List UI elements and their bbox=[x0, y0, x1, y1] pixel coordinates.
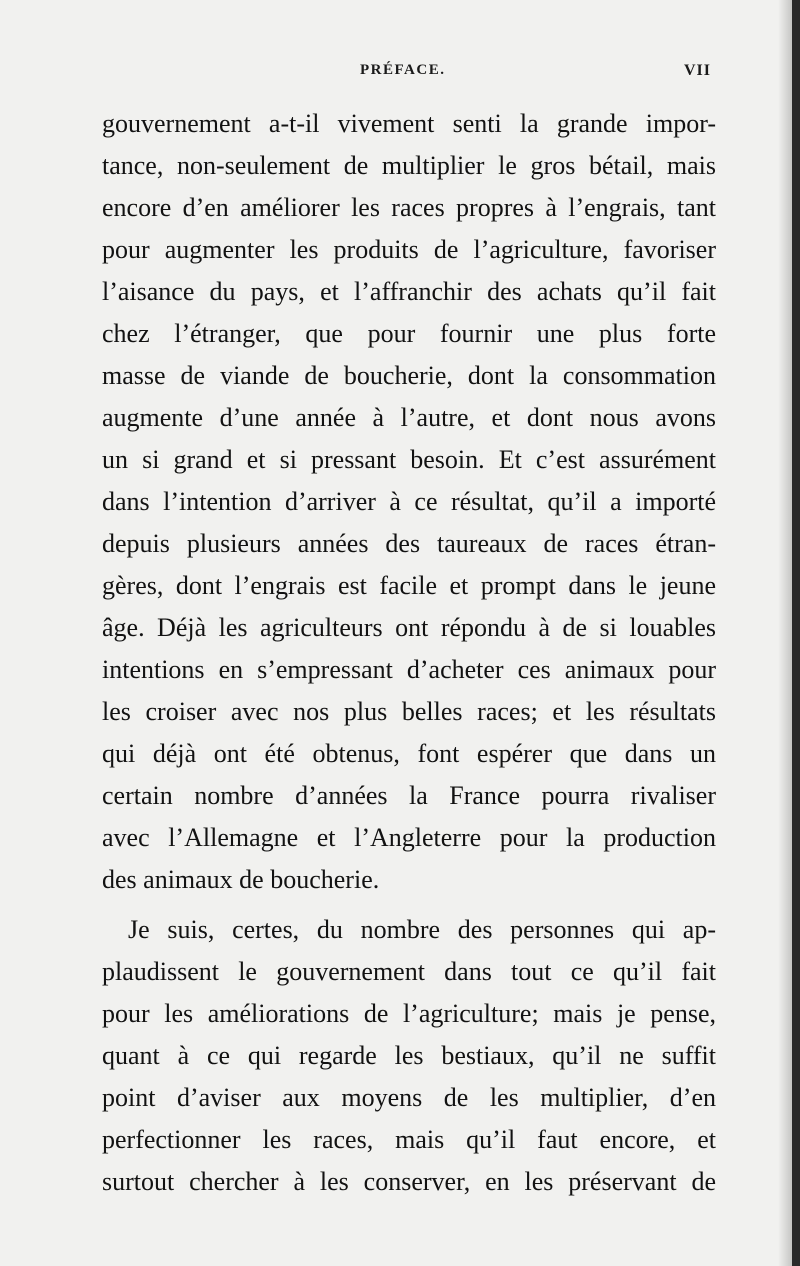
text-line: dans l’intention d’arriver à ce résultat, qu’il a importé bbox=[102, 487, 716, 516]
text-line: masse de viande de boucherie, dont la consommation bbox=[102, 361, 716, 390]
text-line: Je suis, certes, du nombre des personnes qui ap- bbox=[128, 915, 716, 944]
text-line: pour les améliorations de l’agriculture; mais je pense, bbox=[102, 999, 716, 1028]
text-line: les croiser avec nos plus belles races; et les résultats bbox=[102, 697, 716, 726]
text-line: un si grand et si pressant besoin. Et c’est assurément bbox=[102, 445, 716, 474]
running-head bbox=[0, 60, 792, 90]
text-line: des animaux de boucherie. bbox=[102, 865, 380, 894]
running-title: PRÉFACE. bbox=[360, 62, 446, 78]
text-line: certain nombre d’années la France pourra rivaliser bbox=[102, 781, 716, 810]
text-line: quant à ce qui regarde les bestiaux, qu’il ne suffit bbox=[102, 1041, 716, 1070]
text-line: gères, dont l’engrais est facile et prompt dans le jeune bbox=[102, 571, 716, 600]
text-line: point d’aviser aux moyens de les multiplier, d’en bbox=[102, 1083, 716, 1112]
text-line: qui déjà ont été obtenus, font espérer que dans un bbox=[102, 739, 716, 768]
text-line: intentions en s’empressant d’acheter ces animaux pour bbox=[102, 655, 716, 684]
text-line: âge. Déjà les agriculteurs ont répondu à de si louables bbox=[102, 613, 716, 642]
text-line: perfectionner les races, mais qu’il faut encore, et bbox=[102, 1125, 716, 1154]
text-line: gouvernement a-t-il vivement senti la grande impor- bbox=[102, 109, 716, 138]
text-line: plaudissent le gouvernement dans tout ce qu’il fait bbox=[102, 957, 716, 986]
paragraph-spacer bbox=[102, 901, 716, 909]
text-line: tance, non-seulement de multiplier le gros bétail, mais bbox=[102, 151, 716, 180]
text-line: l’aisance du pays, et l’affranchir des achats qu’il fait bbox=[102, 277, 716, 306]
paragraph-1 bbox=[102, 103, 716, 901]
text-line: encore d’en améliorer les races propres à l’engrais, tant bbox=[102, 193, 716, 222]
text-line: chez l’étranger, que pour fournir une plus forte bbox=[102, 319, 716, 348]
text-line: augmente d’une année à l’autre, et dont nous avons bbox=[102, 403, 716, 432]
body-text bbox=[102, 103, 716, 1203]
paragraph-2 bbox=[102, 909, 716, 1203]
text-line: avec l’Allemagne et l’Angleterre pour la production bbox=[102, 823, 716, 852]
text-line: surtout chercher à les conserver, en les préservant de bbox=[102, 1167, 716, 1196]
page-number: VII bbox=[684, 62, 712, 79]
text-line: pour augmenter les produits de l’agriculture, favoriser bbox=[102, 235, 716, 264]
text-line: depuis plusieurs années des taureaux de races étran- bbox=[102, 529, 716, 558]
